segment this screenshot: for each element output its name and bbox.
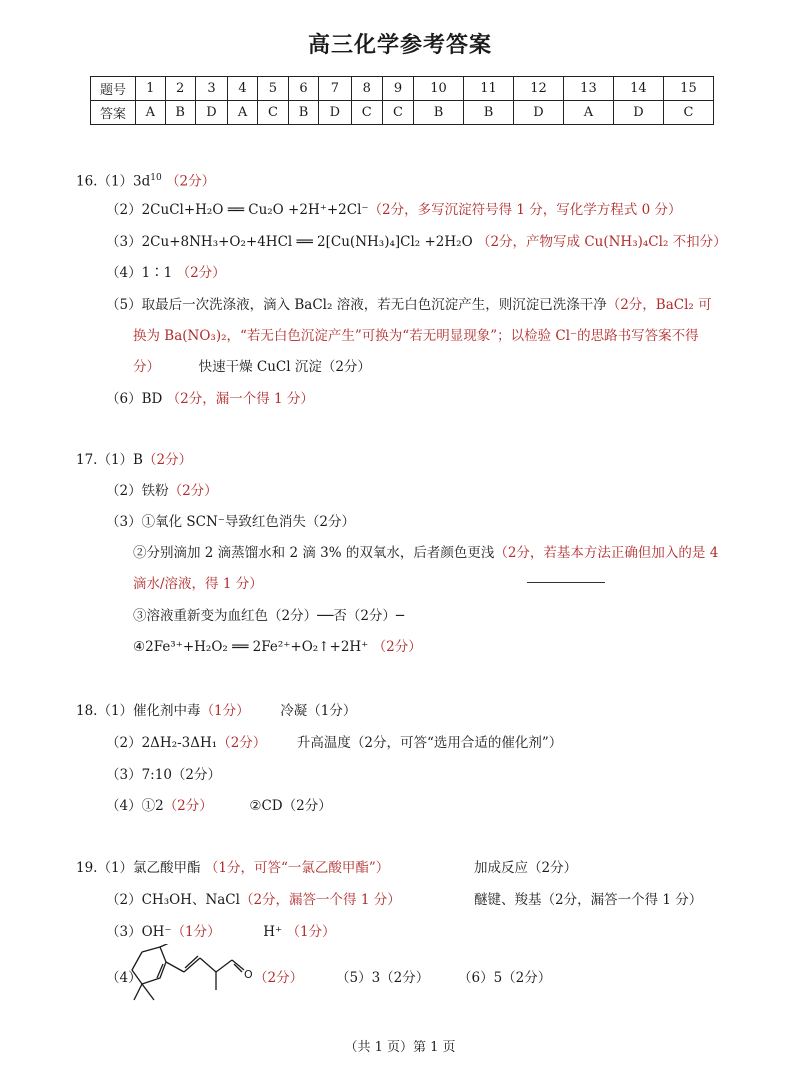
answer-text: ③溶液重新变为血红色（2分）──否（2分）─ [133, 608, 405, 624]
table-cell: 1 [136, 77, 166, 101]
q16-part5-end [133, 357, 371, 377]
q17-part3-d [133, 637, 422, 657]
q19-part3 [106, 922, 336, 942]
blank-line [527, 582, 605, 583]
table-cell: 15 [663, 77, 713, 101]
answer-text: ④2Fe³⁺+H₂O₂ ══ 2Fe²⁺+O₂↑+2H⁺ [133, 639, 369, 655]
score-note: （2分，产物写成 Cu(NH₃)₄Cl₂ 不扣分） [476, 234, 727, 250]
number-row [91, 77, 714, 101]
q19-part6 [458, 968, 551, 988]
answer-text: （3）2Cu+8NH₃+O₂+4HCl ══ 2[Cu(NH₃)₄]Cl₂ +2H₂O [106, 234, 473, 250]
table-cell: 12 [514, 77, 564, 101]
score-note: （2分） [168, 483, 218, 499]
q16-part1 [76, 168, 215, 192]
answer-text: （3）OH⁻ [106, 924, 172, 940]
answer-text: （2）铁粉 [106, 483, 169, 499]
score-note: （1分） [171, 924, 221, 940]
table-cell: 9 [382, 77, 413, 101]
score-note: 分） [133, 359, 160, 375]
answer-text: （4）①2 [106, 798, 164, 814]
q18-part3 [106, 765, 221, 785]
score-note: （1分） [200, 703, 250, 719]
table-cell: D [514, 101, 564, 125]
q18-part1 [76, 701, 356, 721]
score-note: （2分） [166, 173, 216, 190]
table-cell: C [663, 101, 713, 125]
answer-text: H⁺ [263, 924, 283, 940]
answer-text: （6）BD [106, 391, 163, 407]
answer-text: 加成反应（2分） [474, 860, 578, 876]
score-note: 换为 Ba(NO₃)₂，“若无白色沉淀产生”可换为“若无明显现象”；以检验 Cl⁻的思路书写答案不得 [133, 328, 699, 344]
q17-part3-c [133, 606, 404, 626]
score-note: （2分，漏答一个得 1 分） [239, 892, 401, 908]
page-title: 高三化学参考答案 [307, 33, 492, 58]
table-cell: 10 [414, 77, 464, 101]
q18-part4 [106, 796, 332, 816]
table-cell: A [136, 101, 166, 125]
table-cell: C [351, 101, 382, 125]
table-cell: 5 [257, 77, 288, 101]
score-note: （2分） [142, 452, 193, 468]
table-cell: 14 [613, 77, 663, 101]
table-cell: 6 [289, 77, 319, 101]
table-cell: D [319, 101, 352, 125]
answer-text: 16.（1）3d [76, 173, 151, 190]
table-cell: C [382, 101, 413, 125]
answer-text: （2）2ΔH₂-3ΔH₁ [106, 735, 218, 751]
page-footer: （共 1 页）第 1 页 [344, 1040, 456, 1055]
q16-part6 [106, 389, 314, 409]
answer-table [90, 76, 714, 125]
score-note: （1分） [286, 924, 336, 940]
score-note: （2分，多写沉淀符号得 1 分，写化学方程式 0 分） [368, 202, 682, 218]
answer-text: （6）5（2分） [458, 970, 552, 986]
answer-text: ②CD（2分） [249, 798, 332, 814]
score-note: 滴水/溶液，得 1 分） [133, 576, 263, 592]
table-cell: A [563, 101, 613, 125]
q17-part3-a [106, 512, 355, 532]
oxygen-label: O [244, 968, 253, 981]
table-cell: B [464, 101, 514, 125]
table-cell: 7 [319, 77, 352, 101]
q17-part1 [76, 450, 192, 470]
answer-text: （4）1∶1 [106, 265, 173, 281]
table-cell: B [289, 101, 319, 125]
superscript: 10 [150, 173, 162, 183]
q19-part1-b [474, 858, 577, 878]
table-cell: 2 [165, 77, 195, 101]
row-label-answer: 答案 [91, 101, 136, 125]
answer-text: （2）2CuCl+H₂O ══ Cu₂O +2H⁺+2Cl⁻ [106, 202, 369, 218]
score-note: （2分） [217, 735, 267, 751]
answer-text: 19.（1）氯乙酸甲酯 [76, 860, 201, 876]
answer-text: 冷凝（1分） [280, 703, 357, 719]
table-cell: B [165, 101, 195, 125]
answer-text: （5）3（2分） [336, 970, 430, 986]
q17-part3-b-cont [133, 574, 263, 594]
q18-part2 [106, 733, 562, 753]
row-label-number: 题号 [91, 77, 136, 101]
table-cell: 3 [195, 77, 228, 101]
table-cell: D [613, 101, 663, 125]
answer-text: 18.（1）催化剂中毒 [76, 703, 201, 719]
structure-formula [120, 944, 260, 1006]
table-cell: C [257, 101, 288, 125]
answer-text: （4） [106, 970, 142, 986]
q19-part2-b [474, 890, 702, 910]
answer-text: 17.（1）B [76, 452, 143, 468]
score-note: （2分，若基本方法正确但加入的是 4 [494, 545, 719, 561]
q16-part4 [106, 263, 226, 283]
q17-part2 [106, 481, 218, 501]
answer-text: 升高温度（2分，可答“选用合适的催化剂”） [296, 735, 563, 751]
score-note: （2分，BaCl₂ 可 [606, 297, 712, 313]
q16-part5 [106, 295, 712, 315]
score-note: （2分） [176, 265, 226, 281]
q19-part5 [336, 968, 429, 988]
answer-text: （2）CH₃OH、NaCl [106, 892, 240, 908]
score-note: （2分） [163, 798, 213, 814]
table-cell: 11 [464, 77, 514, 101]
score-note: （2分） [372, 639, 422, 655]
table-cell: 4 [228, 77, 258, 101]
table-cell: A [228, 101, 258, 125]
q16-part2 [106, 200, 681, 220]
table-cell: 8 [351, 77, 382, 101]
table-cell: 13 [563, 77, 613, 101]
q19-part1 [76, 858, 389, 878]
answer-text: 醚键、羧基（2分，漏答一个得 1 分） [474, 892, 703, 908]
answer-text: ②分别滴加 2 滴蒸馏水和 2 滴 3% 的双氧水，后者颜色更浅 [133, 545, 495, 561]
q17-part3-b [133, 543, 718, 563]
answer-text: 快速干燥 CuCl 沉淀（2分） [198, 359, 371, 375]
answer-text: （3）7:10（2分） [106, 767, 221, 783]
score-note: （1分，可答“一氯乙酸甲酯”） [204, 860, 390, 876]
score-note: （2分，漏一个得 1 分） [166, 391, 314, 407]
score-note: （2分） [254, 970, 304, 986]
table-cell: B [414, 101, 464, 125]
answer-row [91, 101, 714, 125]
q16-part3 [106, 232, 727, 252]
q16-part5-cont [133, 326, 699, 346]
table-cell: D [195, 101, 228, 125]
answer-text: （5）取最后一次洗涤液，滴入 BaCl₂ 溶液，若无白色沉淀产生，则沉淀已洗涤干净 [106, 297, 607, 313]
q19-part4-score [254, 968, 303, 988]
answer-text: （3）①氧化 SCN⁻导致红色消失（2分） [106, 514, 355, 530]
q19-part2 [106, 890, 401, 910]
